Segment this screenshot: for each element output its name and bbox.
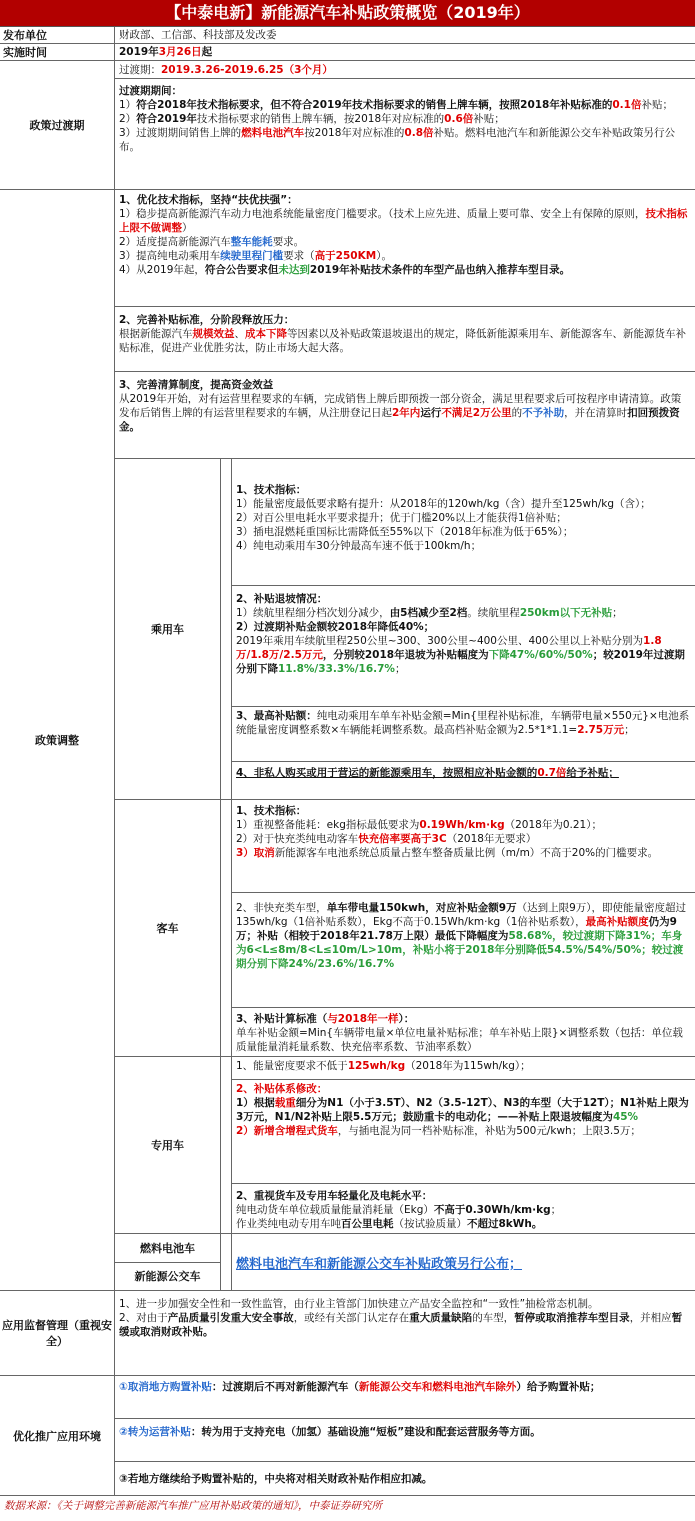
- bus-row: [115, 800, 695, 1057]
- special-light: 2、重视货车及专用车轻量化及电耗水平： 纯电动货车单位载质量能量消耗量（Ekg）不高于0.30Wh/km·kg； 作业类纯电动专用车吨百公里电耗（按试验质量）不超过8kWh。: [236, 1190, 562, 1230]
- fuel-cell-label: 燃料电池车: [115, 1234, 220, 1263]
- transition-details: 过渡期期间： 1）符合2018年技术指标要求，但不符合2019年技术指标要求的销售上牌车辆，按照2018年补贴标准的0.1倍补贴； 2）符合2019年技术指标要求的销售上牌车辆，按2018年对应标准的0.6倍补贴； 3）过渡期期间销售上牌的燃料电池汽车按2018年对应标准的0.8倍补贴。燃料电池汽车和新能源公交车补贴政策另行公布。: [119, 85, 676, 153]
- fuel-cell-note: 燃料电池汽车和新能源公交车补贴政策另行公布；: [236, 1256, 523, 1272]
- special-row: [115, 1057, 695, 1234]
- transition-period: 过渡期：2019.3.26-2019.6.25（3个月）: [115, 61, 695, 79]
- promotion-item-3: ③若地方继续给予购置补贴的，中央将对相关财政补贴作相应扣减。: [119, 1473, 433, 1485]
- special-system: 2、补贴体系修改： 1）根据载重细分为N1（小于3.5T）、N2（3.5-12T）、N3的车型（大于12T）；N1补贴上限为3万元，N1/N2补贴上限5.5万元；鼓励重卡的电动化；——补贴上限退坡幅度为45% 2）新增含增程式货车，与插电混为同一档补贴标准，补贴为500元/kwh；上限3.5万；: [232, 1080, 695, 1184]
- date-label: 实施时间: [0, 44, 115, 60]
- promotion-item-1: ①取消地方购置补贴：过渡期后不再对新能源汽车（新能源公交车和燃料电池汽车除外）给予购置补贴；: [115, 1376, 695, 1419]
- supervision-label: 应用监督管理（重视安全）: [0, 1291, 115, 1375]
- publisher-row: [0, 27, 695, 44]
- date-row: [0, 44, 695, 61]
- fuelcell-row: [115, 1234, 695, 1290]
- passenger-row: [115, 459, 695, 800]
- adjust-section-3: 3、完善清算制度，提高资金效益 从2019年开始，对有运营里程要求的车辆，完成销售上牌后即预拨一部分资金，满足里程要求后可按程序申请清算。政策发布后销售上牌的有运营里程要求的车辆，从注册登记日起2年内运行不满足2万公里的不予补助，并在清算时扣回预拨资金。: [115, 372, 695, 459]
- ne-bus-label: 新能源公交车: [134, 1270, 201, 1284]
- date-value: 2019年3月26日起: [119, 46, 213, 58]
- passenger-label: 乘用车: [115, 459, 221, 799]
- transition-label: 政策过渡期: [0, 61, 115, 189]
- passenger-tech: 1、技术指标： 1）能量密度最低要求略有提升：从2018年的120wh/kg（含）提升至125wh/kg（含）； 2）对百公里电耗水平要求提升；优于门槛20%以上才能获得1倍补贴； 3）插电混燃耗重国标比需降低至55%以下（2018年标准为低于65%）； 4）纯电动乘用车30分钟最高车速不低于100km/h；: [232, 459, 695, 586]
- passenger-max: 3、最高补贴额：纯电动乘用车单车补贴金额=Min{里程补贴标准，车辆带电量×550元}×电池系统能量密度调整系数×车辆能耗调整系数。最高档补贴金额为2.5*1*1.1=2.75万元；: [232, 707, 695, 762]
- transition-row: [0, 61, 695, 190]
- bus-calc: 3、补贴计算标准（与2018年一样）： 单车补贴金额=Min{车辆带电量×单位电量补贴标准；单车补贴上限}×调整系数（包括：单位载质量能量消耗量系数、快充倍率系数、节油率系数）: [236, 1013, 683, 1053]
- adjust-row: [0, 190, 695, 1291]
- special-density: 1、能量密度要求不低于125wh/kg（2018年为115wh/kg）；: [232, 1057, 695, 1080]
- promotion-item-2: ②转为运营补贴：转为用于支持充电（加氢）基础设施“短板”建设和配套运营服务等方面。: [115, 1419, 695, 1462]
- passenger-nonprivate: 4、非私人购买或用于营运的新能源乘用车，按照相应补贴金额的0.7倍给予补贴；: [236, 767, 619, 779]
- supervision-text: 1、进一步加强安全性和一致性监管，由行业主管部门加快建立产品安全监控和“一致性”抽检常态机制。 2、对由于产品质量引发重大安全事故，或经有关部门认定存在重大质量缺陷的车型，暂停或取消推荐车型目录，并相应暂缓或取消财政补贴。: [119, 1298, 683, 1338]
- adjust-section-2: 2、完善补贴标准，分阶段释放压力： 根据新能源汽车规模效益、成本下降等因素以及补贴政策退坡退出的规定，降低新能源乘用车、新能源客车、新能源货车补贴标准，促进产业优胜劣汰，防止市场大起大落。: [115, 307, 695, 372]
- passenger-decline: 2、补贴退坡情况： 1）续航里程细分档次划分减少，由5档减少至2档。续航里程250km以下无补贴； 2）过渡期补贴金额较2018年降低40%； 2019年乘用车续航里程250公里~300、300公里~400公里、400公里以上补贴分别为1.8万/1.8万/2.5万元，分别较2018年退坡为补贴幅度为下降47%/60%/50%；较2019年过渡期分别下降11.8%/33.3%/16.7%；: [232, 586, 695, 707]
- page-title: 【中泰电新】新能源汽车补贴政策概览（2019年）: [0, 0, 695, 27]
- supervision-row: [0, 1291, 695, 1376]
- publisher-value: 财政部、工信部、科技部及发改委: [119, 29, 277, 41]
- bus-label: 客车: [115, 800, 221, 1056]
- adjust-label: 政策调整: [0, 190, 115, 1290]
- promotion-label: 优化推广应用环境: [0, 1376, 115, 1495]
- special-label: 专用车: [115, 1057, 221, 1233]
- source-note: 数据来源：《关于调整完善新能源汽车推广应用补贴政策的通知》，中泰证券研究所: [4, 1500, 382, 1512]
- bus-nonfast: 2、非快充类车型，单车带电量150kwh，对应补贴金额9万（达到上限9万），即使能量密度超过135wh/kg（1倍补贴系数），Ekg不高于0.15Wh/km·kg（1倍补贴系数），最高补贴额度仍为9万；补贴（相较于2018年21.78万上限）最低下降幅度为58.68%，较过渡期下降31%；车身为6<L≤8m/8<L≤10m/L>10m，补贴小将于2018年分别降低54.5%/54%/50%；较过渡期分别下降24%/23.6%/16.7%: [232, 893, 695, 1008]
- bus-tech: 1、技术指标： 1）重视整备能耗：ekg指标最低要求为0.19Wh/km·kg（2018年为0.21）； 2）对于快充类纯电动客车快充倍率要高于3C（2018年无要求） 3）取消新能源客车电池系统总质量占整车整备质量比例（m/m）不高于20%的门槛要求。: [232, 800, 695, 893]
- adjust-section-1: 1、优化技术指标，坚持“扶优扶强”： 1）稳步提高新能源汽车动力电池系统能量密度门槛要求。（技术上应先进、质量上要可靠、安全上有保障的原则，技术指标上限不做调整） 2）适度提高新能源汽车整车能耗要求。 3）提高纯电动乘用车续驶里程门槛要求（高于250KM）。 4）从2019年起，符合公告要求但未达到2019年补贴技术条件的车型产品也纳入推荐车型目录。: [115, 190, 695, 307]
- promotion-row: [0, 1376, 695, 1496]
- publisher-label: 发布单位: [0, 27, 115, 43]
